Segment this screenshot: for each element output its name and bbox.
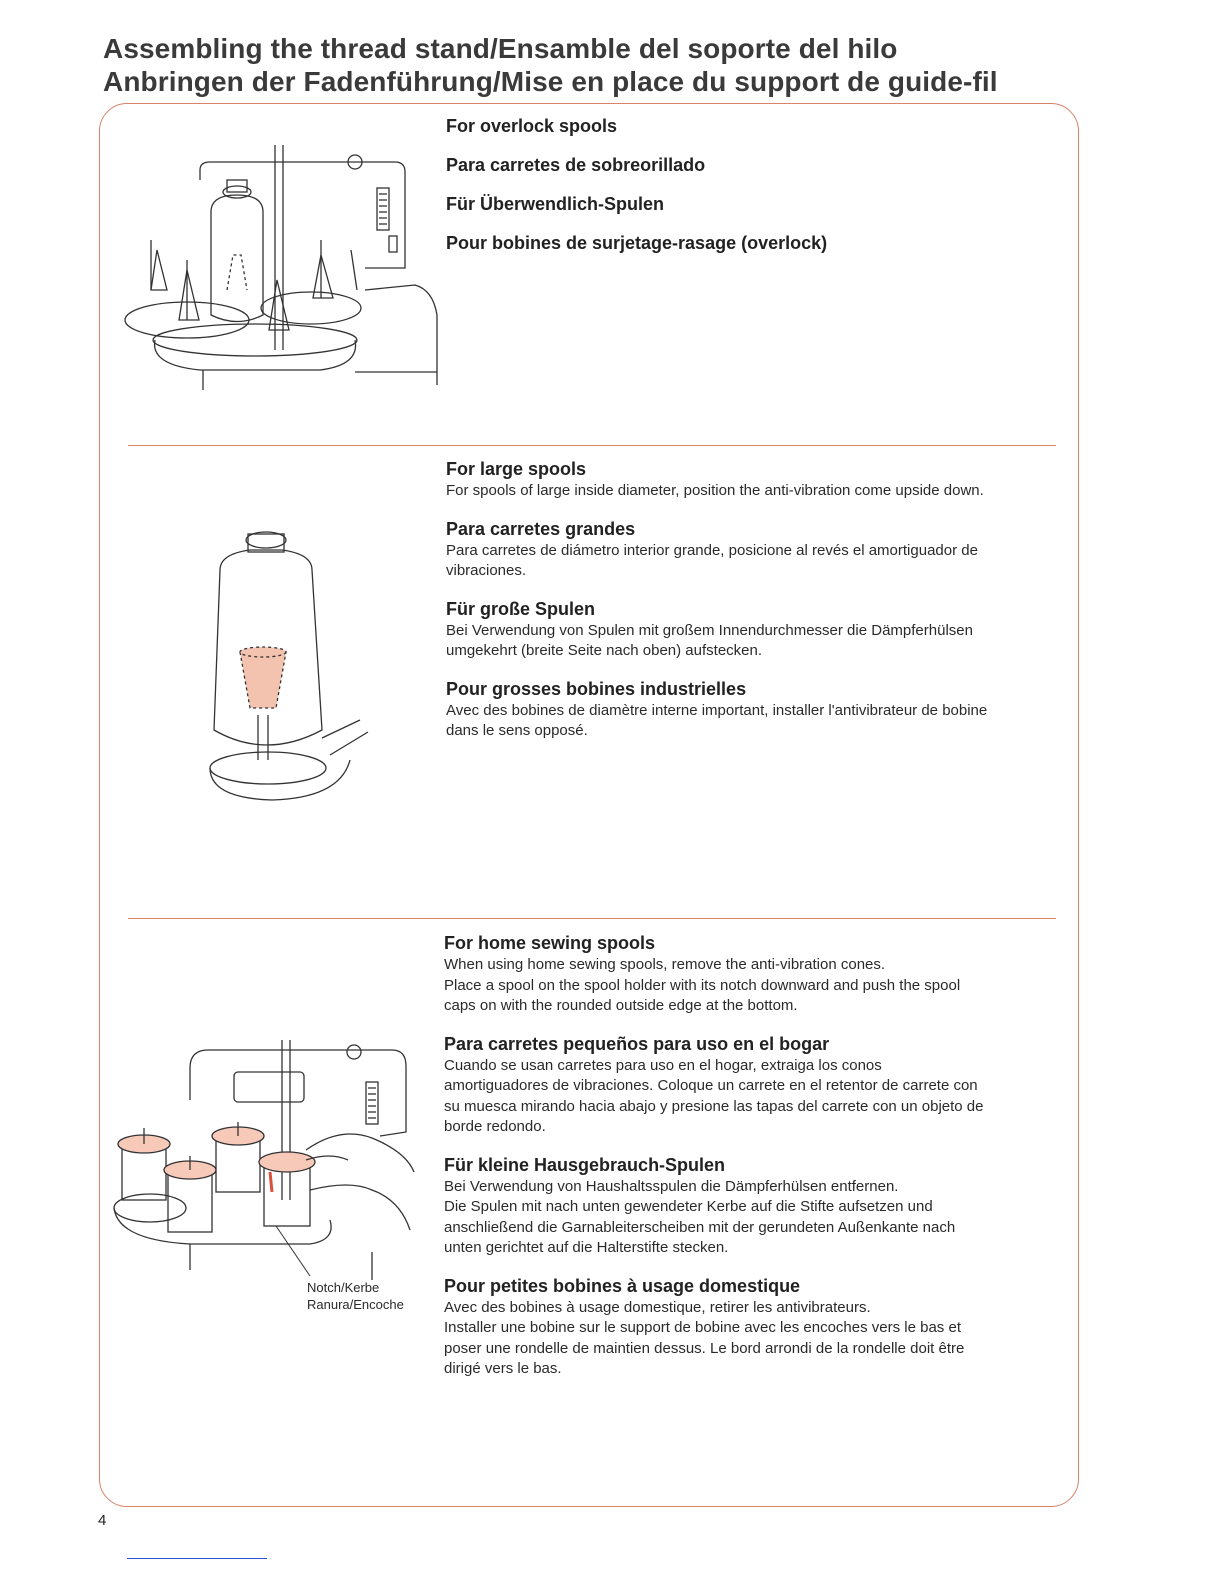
heading-overlock-de: Für Überwendlich-Spulen (446, 194, 665, 214)
heading-overlock-en: For overlock spools (446, 116, 618, 136)
home-spools-es (444, 1033, 1064, 1138)
title-line-1: Assembling the thread stand/Ensamble del soporte del hilo (103, 33, 898, 64)
large-spools-heading-de: Für große Spulen (446, 598, 596, 619)
title-line-2: Anbringen der Fadenführung/Mise en place du support de guide-fil (103, 66, 998, 97)
page-number: 4 (98, 1512, 107, 1529)
section-overlock-spools (446, 115, 1066, 271)
caption-line-1: Notch/Kerbe (307, 1280, 380, 1295)
large-spools-fr (446, 678, 1066, 742)
heading-overlock-es: Para carretes de sobreorillado (446, 155, 706, 175)
caption-line-2: Ranura/Encoche (307, 1297, 404, 1312)
section-home-spools (444, 932, 1064, 1396)
home-spools-heading-es: Para carretes pequeños para uso en el bogar (444, 1033, 830, 1054)
large-spools-text-fr: Avec des bobines de diamètre interne important, installer l'antivibrateur de bobine dans le sens opposé. (446, 701, 988, 739)
home-spools-heading-fr: Pour petites bobines à usage domestique (444, 1275, 801, 1296)
home-spools-heading-de: Für kleine Hausgebrauch-Spulen (444, 1154, 726, 1175)
home-spools-text-de: Bei Verwendung von Haushaltsspulen die Dämpferhülsen entfernen. Die Spulen mit nach unten gewendeter Kerbe auf die Stifte aufsetzen und anschließend die Garnableiterscheiben mit der gerundeten Außenkante nach unten gerichtet auf die Halterstifte stecken. (444, 1177, 956, 1256)
home-spools-heading-en: For home sewing spools (444, 933, 656, 953)
home-spools-text-es: Cuando se usan carretes para uso en el hogar, extraiga los conos amortiguadores de vibraciones. Coloque un carrete en el retentor de carrete con su muesca mirando hacia abajo y presione las tapas del carrete con un objeto de borde redondo. (444, 1056, 984, 1135)
home-spools-en (444, 932, 1064, 1017)
large-spools-text-es: Para carretes de diámetro interior grande, posicione al revés el amortiguador de vibraciones. (446, 541, 978, 579)
overlock-spools-illustration (115, 140, 445, 390)
home-spools-de (444, 1154, 1064, 1259)
large-spools-text-en: For spools of large inside diameter, position the anti-vibration come upside down. (446, 482, 984, 499)
footer-line (127, 1558, 267, 1559)
section-divider-2 (128, 918, 1056, 919)
large-spools-heading-es: Para carretes grandes (446, 518, 636, 539)
large-spools-es (446, 518, 1066, 582)
notch-caption (307, 1279, 404, 1313)
section-divider-1 (128, 445, 1056, 446)
large-spools-de (446, 598, 1066, 662)
home-spools-illustration (110, 1040, 420, 1280)
home-spools-text-en: When using home sewing spools, remove the anti-vibration cones. Place a spool on the spool holder with its notch downward and push the spool caps on with the rounded outside edge at the bottom. (444, 956, 961, 1014)
large-spools-en (446, 458, 1066, 502)
heading-overlock-fr: Pour bobines de surjetage-rasage (overlock) (446, 233, 828, 253)
home-spools-fr (444, 1275, 1064, 1380)
large-spool-illustration (200, 520, 380, 810)
large-spools-text-de: Bei Verwendung von Spulen mit großem Innendurchmesser die Dämpferhülsen umgekehrt (breite Seite nach oben) aufstecken. (446, 621, 973, 659)
section-large-spools (446, 458, 1066, 758)
home-spools-text-fr: Avec des bobines à usage domestique, retirer les antivibrateurs. Installer une bobine sur le support de bobine avec les encoches vers le bas et poser une rondelle de maintien dessus. Le bord arrondi de la rondelle doit être dirigé vers le bas. (444, 1298, 965, 1377)
large-spools-heading-en: For large spools (446, 459, 587, 479)
large-spools-heading-fr: Pour grosses bobines industrielles (446, 678, 747, 699)
page-title (103, 32, 998, 98)
